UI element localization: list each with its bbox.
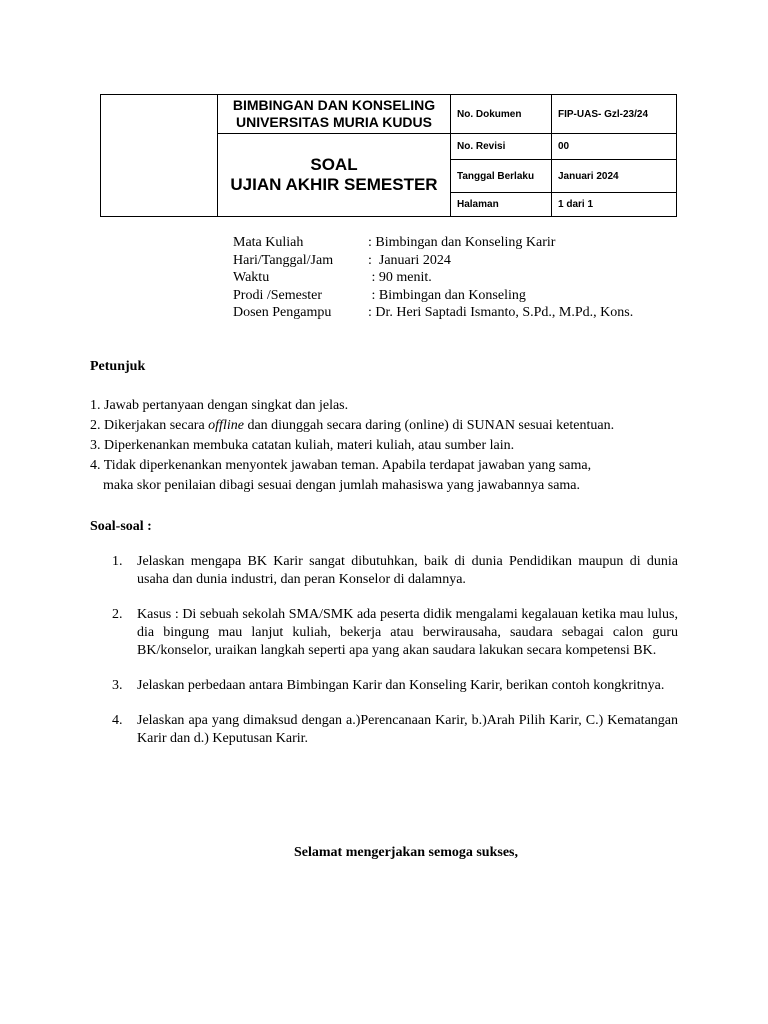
- question-item: [112, 606, 678, 660]
- institution-line2: UNIVERSITAS MURIA KUDUS: [235, 114, 432, 130]
- field-label: No. Revisi: [451, 134, 552, 160]
- instruction-item: [90, 416, 690, 436]
- info-value: : Bimbingan dan Konseling: [368, 287, 526, 303]
- question-text: Jelaskan mengapa BK Karir sangat dibutuhkan, baik di dunia Pendidikan maupun di dunia usaha dan dunia industri, dan peran Konselor di dalamnya.: [137, 554, 678, 587]
- question-number: 4.: [112, 713, 123, 728]
- field-label: No. Dokumen: [451, 95, 552, 134]
- instruction-italic: offline: [208, 418, 244, 433]
- info-label: Prodi /Semester: [233, 287, 323, 303]
- instruction-item: 1. Jawab pertanyaan dengan singkat dan jelas.: [90, 398, 349, 413]
- logo-cell: [101, 95, 218, 217]
- info-label: Hari/Tanggal/Jam: [233, 252, 334, 268]
- question-text: Jelaskan apa yang dimaksud dengan a.)Perencanaan Karir, b.)Arah Pilih Karir, C.) Kematangan Karir dan d.) Keputusan Karir.: [137, 713, 678, 746]
- info-value: : Dr. Heri Saptadi Ismanto, S.Pd., M.Pd., Kons.: [368, 305, 634, 320]
- field-value: FIP-UAS- Gzl-23/24: [552, 95, 677, 134]
- field-label: Tanggal Berlaku: [451, 160, 552, 193]
- info-value: : Januari 2024: [368, 252, 451, 268]
- info-label: Waktu: [233, 270, 270, 285]
- question-item: [112, 677, 678, 695]
- document-header-table: [100, 94, 677, 217]
- closing-message: Selamat mengerjakan semoga sukses,: [294, 845, 518, 860]
- question-number: 2.: [112, 607, 123, 622]
- info-row: [233, 304, 633, 322]
- instructions-list: [90, 396, 690, 496]
- info-label: Mata Kuliah: [233, 235, 304, 250]
- info-row: [233, 234, 633, 252]
- field-value: Januari 2024: [552, 160, 677, 193]
- info-row: [233, 269, 633, 287]
- info-value: : 90 menit.: [368, 270, 432, 285]
- field-value: 00: [552, 134, 677, 160]
- instruction-text: 2. Dikerjakan secara: [90, 418, 209, 433]
- question-item: [112, 712, 678, 748]
- field-value: 1 dari 1: [552, 193, 677, 217]
- instruction-item-continued: maka skor penilaian dibagi sesuai dengan jumlah mahasiswa yang jawabannya sama.: [103, 478, 581, 493]
- institution-line1: BIMBINGAN DAN KONSELING: [232, 97, 436, 113]
- instruction-item: 4. Tidak diperkenankan menyontek jawaban teman. Apabila terdapat jawaban yang sama,: [90, 458, 592, 473]
- course-info: [233, 234, 633, 322]
- questions-heading: Soal-soal :: [90, 519, 152, 534]
- question-text: Jelaskan perbedaan antara Bimbingan Karir dan Konseling Karir, berikan contoh kongkritnya.: [137, 678, 665, 693]
- question-text: Kasus : Di sebuah sekolah SMA/SMK ada peserta didik mengalami kegalauan ketika mau lulus, dia bingung mau lanjut kuliah, bekerja atau berwirausaha, saudara sebagai calon guru BK/konselor, uraikan langkah seperti apa yang akan saudara lakukan secara kompetensi BK.: [137, 607, 678, 658]
- exam-title: UJIAN AKHIR SEMESTER: [230, 175, 438, 194]
- doc-type: SOAL: [310, 155, 358, 174]
- info-row: [233, 252, 633, 270]
- info-label: Dosen Pengampu: [233, 305, 332, 320]
- info-value: : Bimbingan dan Konseling Karir: [368, 235, 556, 250]
- instruction-text: dan diunggah secara daring (online) di SUNAN sesuai ketentuan.: [243, 418, 615, 433]
- institution-cell: [218, 95, 451, 134]
- question-item: [112, 553, 678, 589]
- field-label: Halaman: [451, 193, 552, 217]
- instructions-heading: Petunjuk: [90, 359, 146, 374]
- instruction-item: 3. Diperkenankan membuka catatan kuliah, materi kuliah, atau sumber lain.: [90, 438, 515, 453]
- questions-list: [112, 553, 678, 766]
- question-number: 1.: [112, 554, 123, 569]
- exam-title-cell: [218, 134, 451, 217]
- question-number: 3.: [112, 678, 123, 693]
- info-row: [233, 287, 633, 305]
